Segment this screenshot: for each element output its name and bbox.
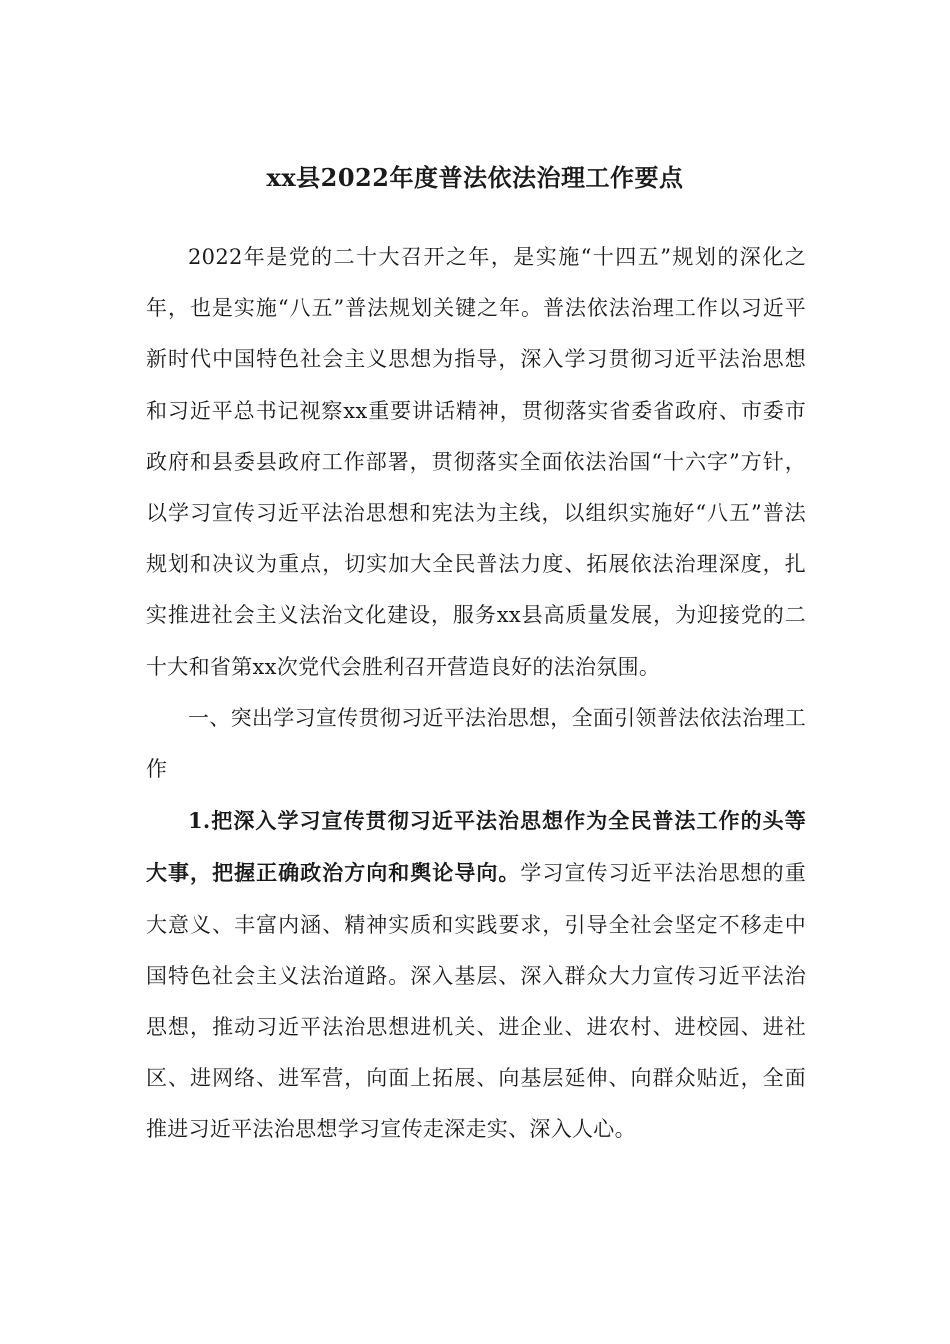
item-1-paragraph xyxy=(146,795,806,1155)
item-1-lead: 1.把深入学习宣传贯彻习近平法治思想作为全民普法工作的头等大事，把握正确政治方向和舆论导向。 xyxy=(146,808,806,886)
item-1-body: 学习宣传习近平法治思想的重大意义、丰富内涵、精神实质和实践要求，引导全社会坚定不移走中国特色社会主义法治道路。深入基层、深入群众大力宣传习近平法治思想，推动习近平法治思想进机关、进企业、进农村、进校园、进社区、进网络、进军营，向面上拓展、向基层延伸、向群众贴近，全面推进习近平法治思想学习宣传走深走实、深入人心。 xyxy=(146,861,806,1142)
document-body xyxy=(146,232,806,1156)
document-title: xx县2022年度普法依法治理工作要点 xyxy=(266,163,684,192)
intro-paragraph: 2022年是党的二十大召开之年，是实施“十四五”规划的深化之年，也是实施“八五”普法规划关键之年。普法依法治理工作以习近平新时代中国特色社会主义思想为指导，深入学习贯彻习近平法治思想和习近平总书记视察xx重要讲话精神，贯彻落实省委省政府、市委市政府和县委县政府工作部署，贯彻落实全面依法治国“十六字”方针，以学习宣传习近平法治思想和宪法为主线，以组织实施好“八五”普法规划和决议为重点，切实加大全民普法力度、拓展依法治理深度，扎实推进社会主义法治文化建设，服务xx县高质量发展，为迎接党的二十大和省第xx次党代会胜利召开营造良好的法治氛围。 xyxy=(146,245,806,679)
section-1-heading: 一、突出学习宣传贯彻习近平法治思想，全面引领普法依法治理工作 xyxy=(146,705,806,782)
